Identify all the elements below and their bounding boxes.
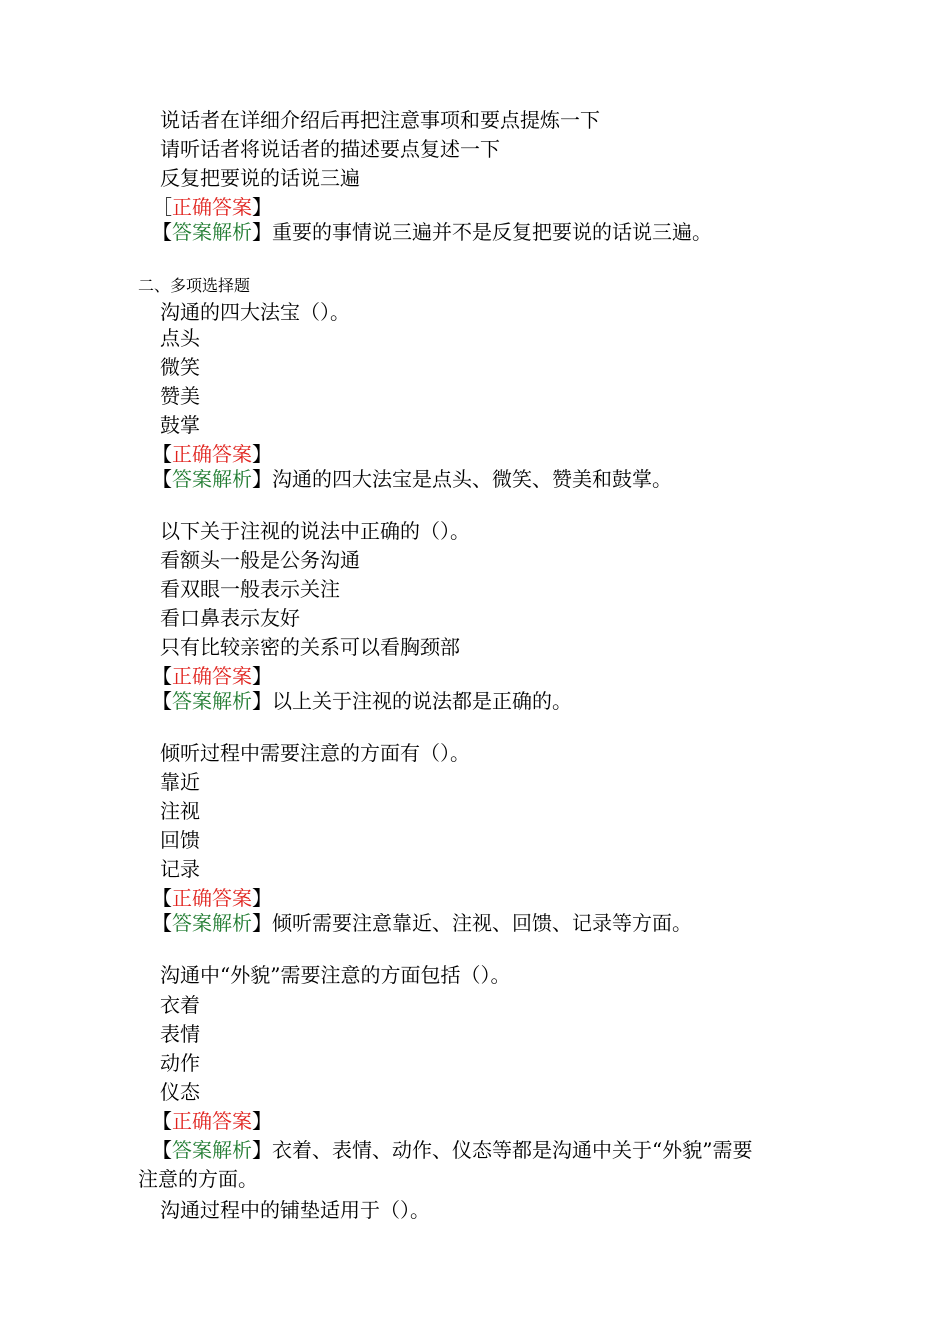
option: 反复把要说的话说三遍 <box>160 166 360 190</box>
answer-analysis-text: 衣着、表情、动作、仪态等都是沟通中关于“外貌”需要 <box>272 1138 753 1162</box>
option: 衣着 <box>160 993 200 1017</box>
question-stem: 沟通中“外貌”需要注意的方面包括（）。 <box>160 963 511 987</box>
answer-analysis <box>152 1137 752 1163</box>
correct-answer-tag <box>152 885 272 911</box>
option: 赞美 <box>160 384 200 408</box>
option: 请听话者将说话者的描述要点复述一下 <box>160 137 500 161</box>
bracket-close: 】 <box>252 195 272 219</box>
answer-analysis <box>152 688 572 714</box>
answer-analysis-text: 倾听需要注意靠近、注视、回馈、记录等方面。 <box>272 911 692 935</box>
option: 点头 <box>160 326 200 350</box>
option: 鼓掌 <box>160 413 200 437</box>
option: 回馈 <box>160 828 200 852</box>
correct-answer-label: 正确答案 <box>172 886 252 910</box>
answer-analysis <box>152 466 672 492</box>
answer-analysis-label: 答案解析 <box>172 911 252 935</box>
bracket-open: ［ <box>152 195 172 219</box>
answer-analysis-label: 答案解析 <box>172 467 252 491</box>
correct-answer-tag <box>152 663 272 689</box>
bracket-close: 】 <box>252 664 272 688</box>
question-stem: 倾听过程中需要注意的方面有（）。 <box>160 741 470 765</box>
correct-answer-label: 正确答案 <box>172 664 252 688</box>
bracket-close: 】 <box>252 442 272 466</box>
question-stem: 以下关于注视的说法中正确的（）。 <box>160 519 470 543</box>
bracket-open: 【 <box>152 689 172 713</box>
option: 表情 <box>160 1022 200 1046</box>
answer-analysis <box>152 219 712 245</box>
question-stem: 沟通过程中的铺垫适用于（）。 <box>160 1198 430 1222</box>
correct-answer-tag <box>152 194 272 220</box>
bracket-close: 】 <box>252 220 272 244</box>
answer-analysis-text: 以上关于注视的说法都是正确的。 <box>272 689 572 713</box>
option: 仪态 <box>160 1080 200 1104</box>
option: 注视 <box>160 799 200 823</box>
bracket-open: 【 <box>152 442 172 466</box>
option: 微笑 <box>160 355 200 379</box>
bracket-close: 】 <box>252 467 272 491</box>
section-title: 二、多项选择题 <box>138 276 251 295</box>
option: 记录 <box>160 857 200 881</box>
bracket-open: 【 <box>152 220 172 244</box>
bracket-open: 【 <box>152 664 172 688</box>
correct-answer-tag <box>152 1108 272 1134</box>
bracket-close: 】 <box>252 911 272 935</box>
bracket-close: 】 <box>252 689 272 713</box>
option: 靠近 <box>160 770 200 794</box>
correct-answer-label: 正确答案 <box>172 442 252 466</box>
option: 只有比较亲密的关系可以看胸颈部 <box>160 635 460 659</box>
option: 看双眼一般表示关注 <box>160 577 340 601</box>
answer-analysis-label: 答案解析 <box>172 1138 252 1162</box>
bracket-open: 【 <box>152 911 172 935</box>
option: 说话者在详细介绍后再把注意事项和要点提炼一下 <box>160 108 600 132</box>
answer-analysis-continuation: 注意的方面。 <box>138 1167 258 1191</box>
bracket-close: 】 <box>252 1138 272 1162</box>
correct-answer-label: 正确答案 <box>172 1109 252 1133</box>
bracket-close: 】 <box>252 1109 272 1133</box>
bracket-open: 【 <box>152 1138 172 1162</box>
question-stem: 沟通的四大法宝（）。 <box>160 300 350 324</box>
answer-analysis-text: 沟通的四大法宝是点头、微笑、赞美和鼓掌。 <box>272 467 672 491</box>
bracket-close: 】 <box>252 886 272 910</box>
option: 看额头一般是公务沟通 <box>160 548 360 572</box>
answer-analysis <box>152 910 692 936</box>
answer-analysis-text: 重要的事情说三遍并不是反复把要说的话说三遍。 <box>272 220 712 244</box>
bracket-open: 【 <box>152 467 172 491</box>
answer-analysis-label: 答案解析 <box>172 689 252 713</box>
bracket-open: 【 <box>152 1109 172 1133</box>
option: 动作 <box>160 1051 200 1075</box>
correct-answer-label: 正确答案 <box>172 195 252 219</box>
correct-answer-tag <box>152 441 272 467</box>
answer-analysis-label: 答案解析 <box>172 220 252 244</box>
option: 看口鼻表示友好 <box>160 606 300 630</box>
bracket-open: 【 <box>152 886 172 910</box>
